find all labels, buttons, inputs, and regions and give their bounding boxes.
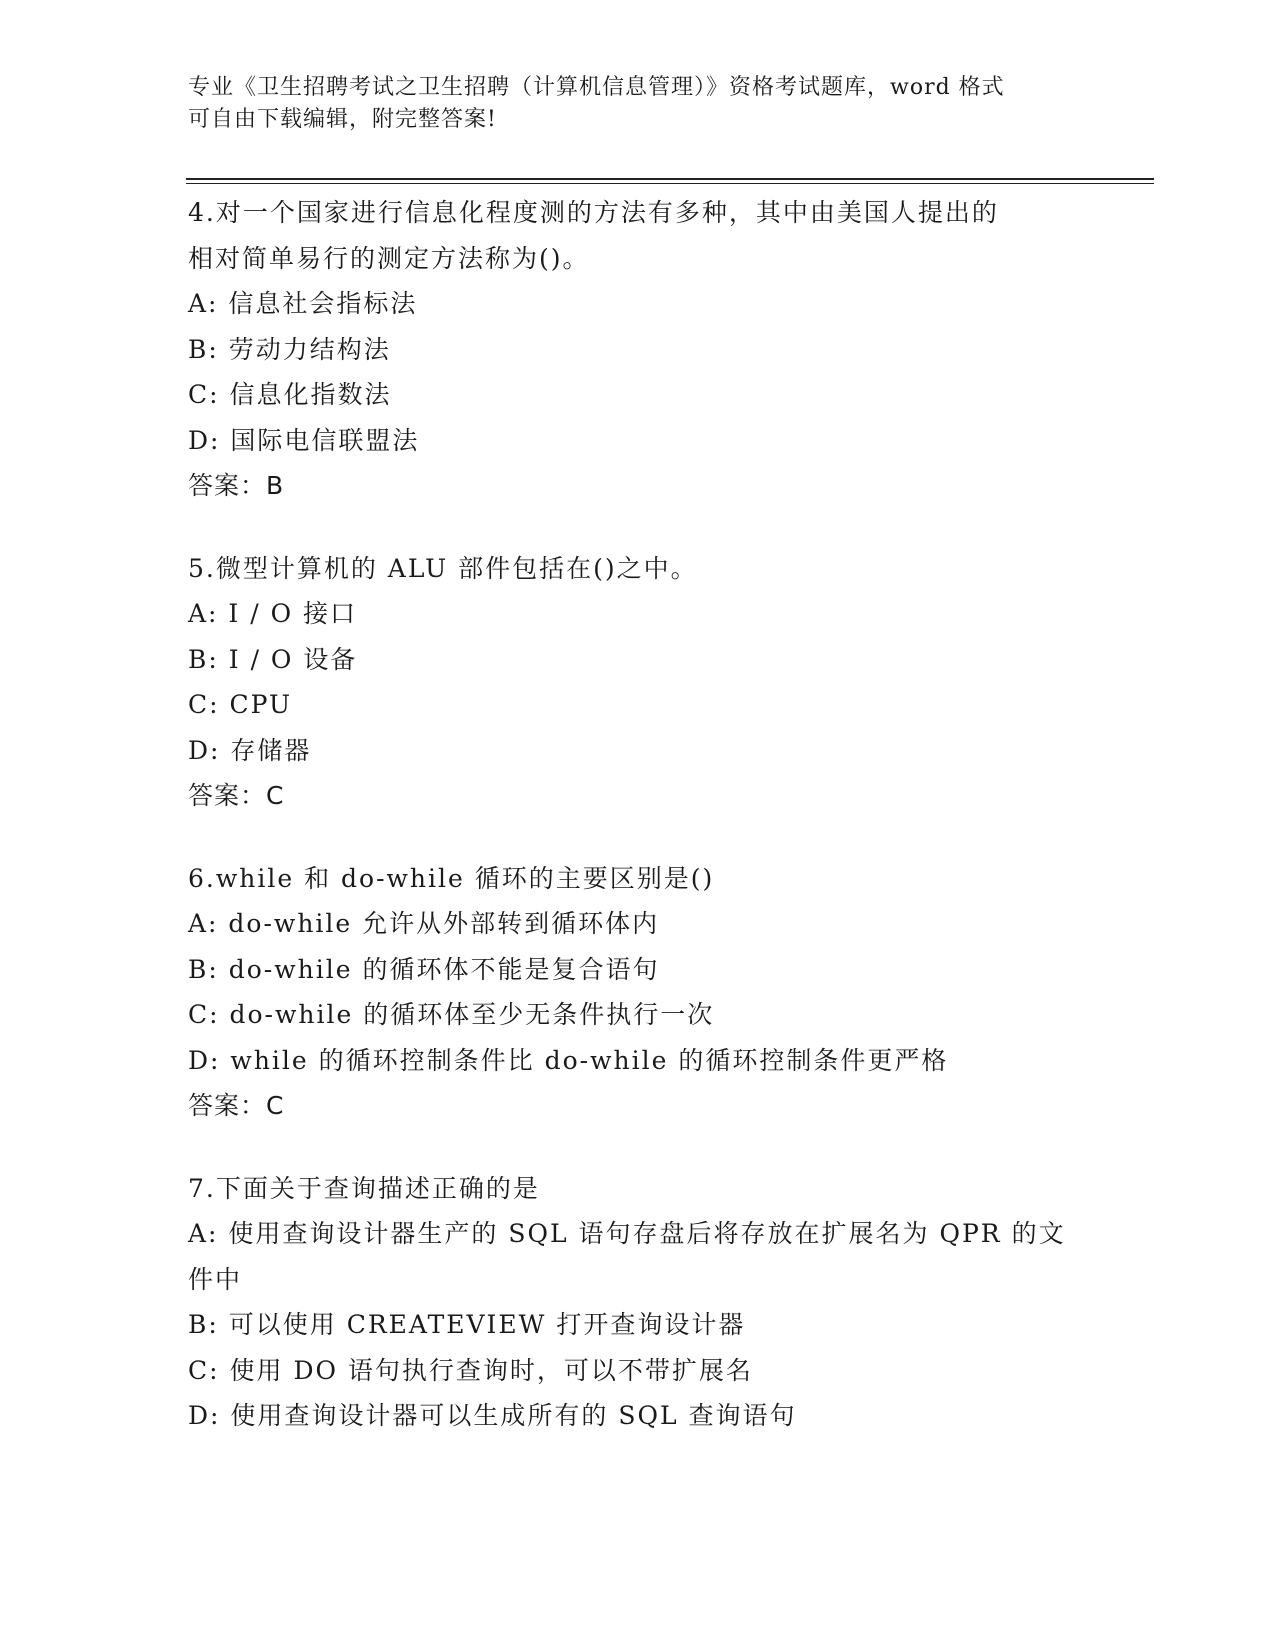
header-line-1: 专业《卫生招聘考试之卫生招聘（计算机信息管理）》资格考试题库，word 格式 bbox=[188, 75, 1005, 100]
option-d: D: 国际电信联盟法 bbox=[188, 425, 420, 455]
option-a: A: 信息社会指标法 bbox=[188, 289, 418, 318]
question-list bbox=[188, 190, 1088, 1476]
document-header bbox=[188, 72, 1068, 136]
header-divider-thick bbox=[186, 178, 1154, 180]
question-stem: 7.下面关于查询描述正确的是 bbox=[188, 1173, 540, 1203]
answer-line: 答案：C bbox=[188, 1091, 285, 1120]
question-stem: 5.微型计算机的 ALU 部件包括在()之中。 bbox=[188, 553, 698, 583]
option-a-continued: 件中 bbox=[188, 1264, 243, 1294]
option-b: B: I / O 设备 bbox=[188, 644, 358, 674]
question-stem: 6.while 和 do-while 循环的主要区别是() bbox=[188, 863, 715, 893]
answer-line: 答案：B bbox=[188, 471, 285, 500]
option-c: C: CPU bbox=[188, 690, 293, 719]
option-b: B: 可以使用 CREATEVIEW 打开查询设计器 bbox=[188, 1310, 746, 1339]
option-d: D: while 的循环控制条件比 do-while 的循环控制条件更严格 bbox=[188, 1045, 949, 1075]
option-b: B: do-while 的循环体不能是复合语句 bbox=[188, 954, 660, 984]
header-line-2: 可自由下载编辑，附完整答案! bbox=[188, 107, 497, 132]
question-stem: 4.对一个国家进行信息化程度测的方法有多种，其中由美国人提出的 bbox=[188, 198, 999, 227]
option-a: A: do-while 允许从外部转到循环体内 bbox=[188, 909, 660, 938]
answer-line: 答案：C bbox=[188, 781, 285, 810]
question-7 bbox=[188, 1166, 1088, 1439]
option-d: D: 存储器 bbox=[188, 735, 312, 765]
option-c: C: 使用 DO 语句执行查询时，可以不带扩展名 bbox=[188, 1355, 753, 1385]
question-stem-continued: 相对简单易行的测定方法称为()。 bbox=[188, 243, 590, 273]
option-b: B: 劳动力结构法 bbox=[188, 334, 391, 364]
option-a: A: 使用查询设计器生产的 SQL 语句存盘后将存放在扩展名为 QPR 的文 bbox=[188, 1219, 1066, 1248]
option-c: C: 信息化指数法 bbox=[188, 380, 392, 409]
option-a: A: I / O 接口 bbox=[188, 599, 358, 628]
question-4 bbox=[188, 190, 1088, 509]
question-5 bbox=[188, 546, 1088, 819]
question-6 bbox=[188, 856, 1088, 1129]
option-d: D: 使用查询设计器可以生成所有的 SQL 查询语句 bbox=[188, 1401, 797, 1430]
option-c: C: do-while 的循环体至少无条件执行一次 bbox=[188, 1000, 715, 1029]
header-divider-thin bbox=[186, 183, 1154, 184]
